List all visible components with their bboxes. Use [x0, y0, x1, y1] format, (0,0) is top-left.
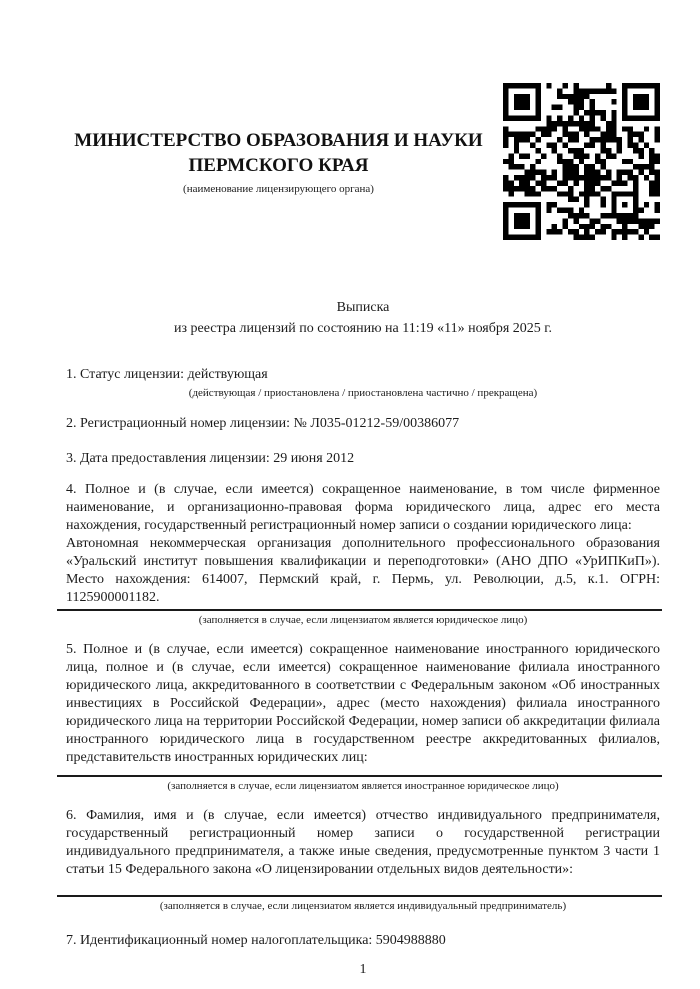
item-foreign-entity: [66, 641, 660, 793]
qr-code: [503, 83, 660, 240]
document-title-line1: Выписка: [336, 300, 390, 315]
authority-caption: (наименование лицензирующего органа): [183, 183, 374, 195]
item-4-text: 4. Полное и (в случае, если имеется) сокращенное наименование, в том числе фирменное наименование, и организационно-правовая форма юридического лица, адрес его места нахождения, государственный регистрационный номер записи о создании юридического лица:: [66, 482, 660, 533]
fill-line: [57, 895, 662, 897]
authority-name-line2: ПЕРМСКОГО КРАЯ: [188, 155, 369, 176]
item-3-text: 3. Дата предоставления лицензии: 29 июня 2012: [66, 451, 355, 466]
authority-name-line1: МИНИСТЕРСТВО ОБРАЗОВАНИЯ И НАУКИ: [74, 130, 483, 151]
document-title: [66, 297, 660, 339]
fill-line: [57, 775, 662, 777]
value-blank: [66, 767, 660, 775]
item-1-caption: (действующая / приостановлена / приостановлена частично / прекращена): [188, 387, 538, 399]
item-2-text: 2. Регистрационный номер лицензии: № Л035-01212-59/00386077: [66, 416, 460, 431]
items-list: [66, 366, 660, 950]
item-4-caption: (заполняется в случае, если лицензиатом является юридическое лицо): [198, 614, 528, 626]
item-registration-number: [66, 415, 660, 433]
document-header: [66, 83, 660, 240]
item-license-date: [66, 450, 660, 468]
authority-name: [66, 128, 491, 178]
item-4-value: Автономная некоммерческая организация дополнительного профессионального образования «Уральский институт повышения квалификации и переподготовки» (АНО ДПО «УрИПКиП»). Место нахождения: 614007, Пермский край, г. Пермь, ул. Революции, д.5, к.1. ОГРН: 1125900001182.: [66, 536, 660, 605]
item-5-text: 5. Полное и (в случае, если имеется) сокращенное наименование иностранного юридического лица, полное и (в случае, если имеется) сокращенное наименование филиала иностранного юридического лица, аккредитованного в соответствии с Федеральным законом «Об иностранных инвестициях в Российской Федерации», адрес (место нахождения) филиала иностранного юридического лица на территории Российской Федерации, номер записи об аккредитации филиала иностранного юридического лица в государственном реестре аккредитованных филиалов, представительств иностранных юридических лиц:: [66, 642, 660, 765]
item-6-text: 6. Фамилия, имя и (в случае, если имеется) отчество индивидуального предпринимателя, государственный регистрационный номер записи о государственной регистрации индивидуального предпринимателя, а также иные сведения, предусмотренные пунктом 3 части 1 статьи 15 Федерального закона «О лицензировании отдельных видов деятельности»:: [66, 808, 660, 877]
item-6-caption: (заполняется в случае, если лицензиатом является индивидуальный предприниматель): [159, 900, 567, 912]
item-individual-entrepreneur: [66, 807, 660, 913]
document-title-line2: из реестра лицензий по состоянию на 11:19 «11» ноября 2025 г.: [174, 321, 552, 336]
item-license-status: [66, 366, 660, 400]
value-blank: [66, 879, 660, 895]
item-1-text: 1. Статус лицензии: действующая: [66, 367, 268, 382]
item-7-text: 7. Идентификационный номер налогоплательщика: 5904988880: [66, 933, 446, 948]
item-taxpayer-number: [66, 932, 660, 950]
page-number: 1: [359, 962, 367, 977]
licensing-authority-block: [66, 83, 503, 196]
item-5-caption: (заполняется в случае, если лицензиатом является иностранное юридическое лицо): [167, 780, 559, 792]
fill-line: [57, 609, 662, 611]
item-legal-entity: [66, 481, 660, 627]
